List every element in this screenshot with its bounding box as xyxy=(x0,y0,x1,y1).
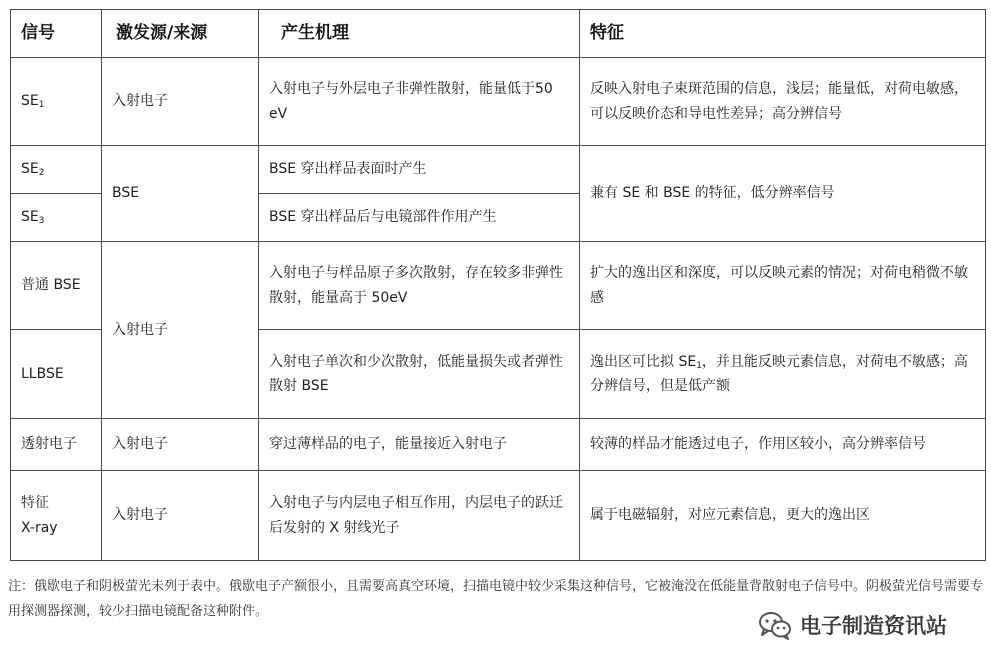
feature-llbse xyxy=(580,330,986,419)
signal-bse: 普通 BSE xyxy=(11,242,102,330)
signal-transmitted: 透射电子 xyxy=(11,419,102,471)
feature-bse: 扩大的逸出区和深度，可以反映元素的情况；对荷电稍微不敏感 xyxy=(580,242,986,330)
row-se2 xyxy=(11,146,986,194)
mechanism-se1: 入射电子与外层电子非弹性散射，能量低于50 eV xyxy=(259,58,580,146)
signal-llbse: LLBSE xyxy=(11,330,102,419)
signal-xray-line1: 特征 xyxy=(21,495,49,511)
signal-se1 xyxy=(11,58,102,146)
signal-se2-sub: 2 xyxy=(38,168,45,179)
signal-se3 xyxy=(11,194,102,242)
source-xray: 入射电子 xyxy=(102,471,259,561)
signal-se3-base: SE xyxy=(21,209,39,226)
feature-se1: 反映入射电子束斑范围的信息，浅层；能量低，对荷电敏感，可以反映价态和导电性差异；高分辨信号 xyxy=(580,58,986,146)
footnote: 注：俄歇电子和阴极萤光未列于表中。俄歇电子产额很小，且需要高真空环境，扫描电镜中较少采集这种信号，它被淹没在低能量背散射电子信号中。阴极萤光信号需要专用探测器探测，较少扫描电镜配备这种附件。 xyxy=(8,579,984,619)
feature-transmitted: 较薄的样品才能透过电子，作用区较小，高分辨率信号 xyxy=(580,419,986,471)
signal-table xyxy=(10,9,986,561)
feature-xray: 属于电磁辐射，对应元素信息，更大的逸出区 xyxy=(580,471,986,561)
signal-xray-line2: X-ray xyxy=(21,519,58,536)
header-row xyxy=(11,10,986,58)
source-bse-llbse: 入射电子 xyxy=(102,242,259,419)
row-se1 xyxy=(11,58,986,146)
source-transmitted: 入射电子 xyxy=(102,419,259,471)
signal-se2 xyxy=(11,146,102,194)
signal-se3-sub: 3 xyxy=(38,216,45,227)
source-se1: 入射电子 xyxy=(102,58,259,146)
signal-se2-base: SE xyxy=(21,161,39,178)
header-feature: 特征 xyxy=(580,10,986,58)
mechanism-bse: 入射电子与样品原子多次散射，存在较多非弹性散射，能量高于 50eV xyxy=(259,242,580,330)
header-signal: 信号 xyxy=(11,10,102,58)
row-bse xyxy=(11,242,986,330)
header-mechanism: 产生机理 xyxy=(259,10,580,58)
feature-llbse-part-b: ，并且能反映元素信息，对荷电不敏感；高分辨信号，但是低产额 xyxy=(590,353,968,394)
feature-se2-se3: 兼有 SE 和 BSE 的特征，低分辨率信号 xyxy=(580,146,986,242)
mechanism-xray: 入射电子与内层电子相互作用，内层电子的跃迁后发射的 X 射线光子 xyxy=(259,471,580,561)
signal-se1-base: SE xyxy=(21,93,39,110)
header-source: 激发源/来源 xyxy=(102,10,259,58)
mechanism-transmitted: 穿过薄样品的电子，能量接近入射电子 xyxy=(259,419,580,471)
row-transmitted xyxy=(11,419,986,471)
watermark-text: 电子制造资讯站 xyxy=(800,614,947,638)
mechanism-se2: BSE 穿出样品表面时产生 xyxy=(259,146,580,194)
watermark xyxy=(758,610,947,640)
feature-llbse-sub: 1 xyxy=(696,360,702,371)
mechanism-llbse: 入射电子单次和少次散射，低能量损失或者弹性散射 BSE xyxy=(259,330,580,419)
mechanism-se3: BSE 穿出样品后与电镜部件作用产生 xyxy=(259,194,580,242)
feature-llbse-part-a: 逸出区可比拟 SE xyxy=(590,353,697,370)
wechat-icon xyxy=(758,610,792,640)
signal-se1-sub: 1 xyxy=(38,100,45,111)
row-xray xyxy=(11,471,986,561)
source-se2-se3: BSE xyxy=(102,146,259,242)
signal-xray xyxy=(11,471,102,561)
